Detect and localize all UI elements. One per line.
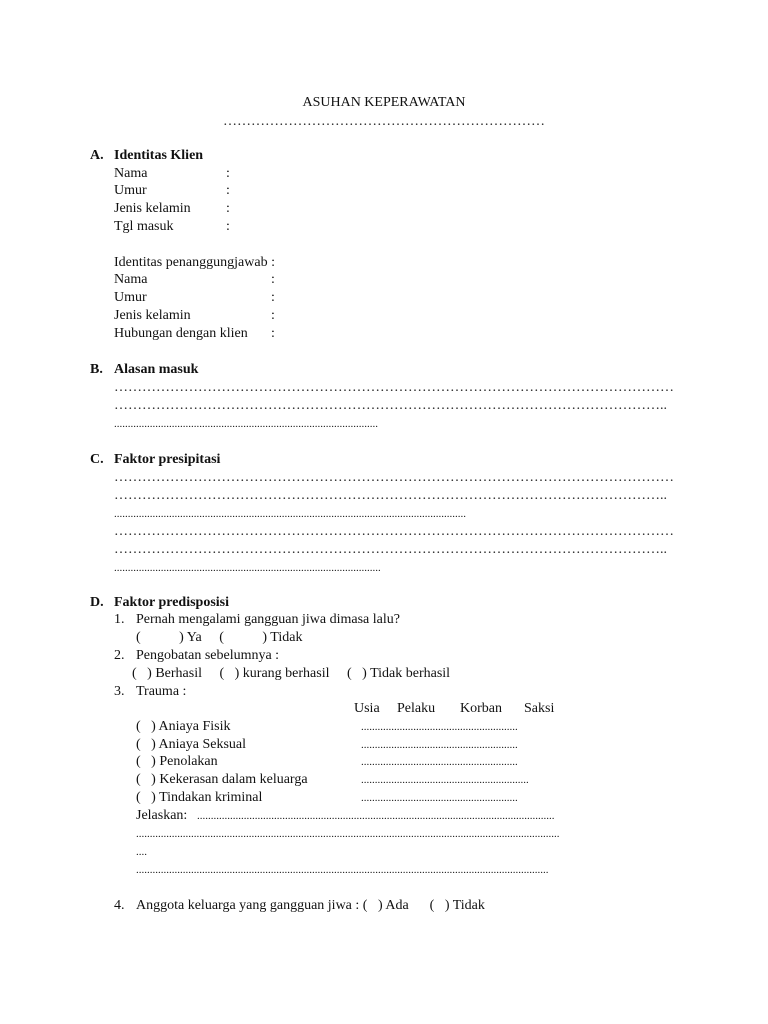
field-colon: : bbox=[226, 219, 230, 234]
trauma-item: ( ) Aniaya Seksual bbox=[136, 737, 247, 752]
trauma-item-dots: ............................................................. bbox=[361, 774, 529, 786]
guardian-heading: Identitas penanggungjawab : bbox=[114, 255, 275, 270]
section-b-letter: B. bbox=[90, 362, 103, 377]
field-label-umur: Umur bbox=[114, 183, 147, 198]
question-text: Pengobatan sebelumnya : bbox=[136, 648, 280, 663]
field-colon: : bbox=[226, 183, 230, 198]
field-label-tgl-masuk: Tgl masuk bbox=[114, 219, 174, 234]
dotted-line: ……………………………………………………………………………………………………….. bbox=[114, 542, 667, 557]
field-colon: : bbox=[271, 326, 275, 341]
trauma-item: ( ) Kekerasan dalam keluarga bbox=[136, 772, 308, 787]
section-a-heading: Identitas Klien bbox=[114, 148, 204, 163]
dotted-line: .......................................................................................................................................................... bbox=[136, 828, 560, 840]
column-header-saksi: Saksi bbox=[524, 701, 555, 716]
jelaskan-label: Jelaskan: bbox=[136, 808, 188, 823]
dotted-line: ................................................................................................. bbox=[114, 562, 381, 574]
question-text: Anggota keluarga yang gangguan jiwa : ( ) Ada ( ) Tidak bbox=[136, 898, 485, 913]
dotted-line: ……………………………………………………………………………………………………….. bbox=[114, 488, 667, 503]
guardian-label-hubungan: Hubungan dengan klien bbox=[114, 326, 248, 341]
question-number: 4. bbox=[114, 898, 125, 913]
trauma-item-dots: ......................................................... bbox=[361, 721, 518, 733]
dotted-line: .................................................................................................................................. bbox=[197, 810, 555, 822]
guardian-label-jenis-kelamin: Jenis kelamin bbox=[114, 308, 191, 323]
section-d-heading: Faktor predisposisi bbox=[114, 595, 230, 610]
field-colon: : bbox=[226, 201, 230, 216]
page-title: ASUHAN KEPERAWATAN bbox=[302, 95, 466, 110]
trauma-item-dots: ......................................................... bbox=[361, 739, 518, 751]
dotted-line: ………………………………………………………………………………………………………… bbox=[114, 380, 674, 395]
dotted-line: .... bbox=[136, 846, 147, 858]
question-text: Trauma : bbox=[136, 684, 187, 699]
guardian-label-umur: Umur bbox=[114, 290, 147, 305]
trauma-item-dots: ......................................................... bbox=[361, 756, 518, 768]
trauma-item: ( ) Aniaya Fisik bbox=[136, 719, 231, 734]
question-text: Pernah mengalami gangguan jiwa dimasa lalu? bbox=[136, 612, 400, 627]
question-options: ( ) Berhasil ( ) kurang berhasil ( ) Tidak berhasil bbox=[132, 666, 451, 681]
field-colon: : bbox=[271, 308, 275, 323]
trauma-item: ( ) Penolakan bbox=[136, 754, 218, 769]
field-label-nama: Nama bbox=[114, 166, 148, 181]
section-c-letter: C. bbox=[90, 452, 104, 467]
question-number: 1. bbox=[114, 612, 125, 627]
dotted-line: ...................................................................................................................................................... bbox=[136, 864, 549, 876]
field-colon: : bbox=[226, 166, 230, 181]
dotted-line: ................................................................................................................................ bbox=[114, 508, 466, 520]
section-d-letter: D. bbox=[90, 595, 104, 610]
field-label-jenis-kelamin: Jenis kelamin bbox=[114, 201, 191, 216]
column-header-pelaku: Pelaku bbox=[397, 701, 436, 716]
guardian-label-nama: Nama bbox=[114, 272, 148, 287]
question-number: 2. bbox=[114, 648, 125, 663]
dotted-line: ................................................................................................ bbox=[114, 418, 378, 430]
question-options: ( ) Ya ( ) Tidak bbox=[136, 630, 303, 645]
field-colon: : bbox=[271, 290, 275, 305]
dotted-line: ………………………………………………………………………………………………………… bbox=[114, 524, 674, 539]
section-c-heading: Faktor presipitasi bbox=[114, 452, 221, 467]
column-header-korban: Korban bbox=[460, 701, 502, 716]
section-a-letter: A. bbox=[90, 148, 104, 163]
question-number: 3. bbox=[114, 684, 125, 699]
section-b-heading: Alasan masuk bbox=[114, 362, 199, 377]
trauma-item: ( ) Tindakan kriminal bbox=[136, 790, 263, 805]
column-header-usia: Usia bbox=[354, 701, 380, 716]
title-dots: …………………………………………………………… bbox=[223, 114, 545, 129]
trauma-item-dots: ......................................................... bbox=[361, 792, 518, 804]
field-colon: : bbox=[271, 272, 275, 287]
dotted-line: ……………………………………………………………………………………………………….. bbox=[114, 398, 667, 413]
dotted-line: ………………………………………………………………………………………………………… bbox=[114, 470, 674, 485]
